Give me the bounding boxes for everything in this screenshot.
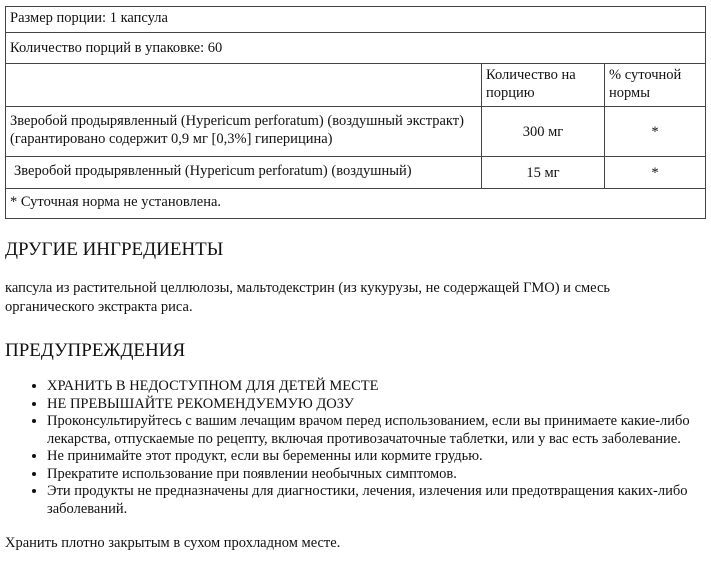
table-row (6, 157, 706, 189)
ingredient-name: Зверобой продырявленный (Hypericum perforatum) (воздушный) (6, 157, 482, 189)
supplement-facts-table (5, 6, 706, 219)
ingredient-daily-value: * (605, 157, 706, 189)
list-item: • ХРАНИТЬ В НЕДОСТУПНОМ ДЛЯ ДЕТЕЙ МЕСТЕ (47, 378, 706, 396)
ingredient-amount: 15 мг (482, 157, 605, 189)
ingredient-amount: 300 мг (482, 107, 605, 157)
ingredient-daily-value: * (605, 107, 706, 157)
header-daily-value: % суточной нормы (605, 64, 706, 107)
page-content (5, 6, 706, 553)
storage-note: Хранить плотно закрытым в сухом прохладном месте. (5, 535, 341, 551)
serving-size: Размер порции: 1 капсула (6, 7, 706, 33)
list-item: • Прекратите использование при появлении необычных симптомов. (47, 466, 706, 484)
header-empty-cell (6, 64, 482, 107)
table-header-row (6, 64, 706, 107)
table-row (6, 107, 706, 157)
footnote-row (6, 189, 706, 219)
header-amount: Количество на порцию (482, 64, 605, 107)
other-ingredients-heading: ДРУГИЕ ИНГРЕДИЕНТЫ (5, 239, 224, 260)
list-item: • НЕ ПРЕВЫШАЙТЕ РЕКОМЕНДУЕМУЮ ДОЗУ (47, 396, 706, 414)
warnings-list (5, 378, 706, 518)
servings-per-container-row (6, 33, 706, 64)
warnings-heading: ПРЕДУПРЕЖДЕНИЯ (5, 340, 186, 361)
list-item: • Проконсультируйтесь с вашим лечащим врачом перед использованием, если вы принимаете какие-либо лекарства, отпускаемые по рецепту, включая противозачаточные таблетки, или у вас есть заболевание. (47, 413, 706, 448)
table-footnote: * Суточная норма не установлена. (6, 189, 706, 219)
list-item: • Эти продукты не предназначены для диагностики, лечения, излечения или предотвращения каких-либо заболеваний. (47, 483, 706, 518)
servings-per-container: Количество порций в упаковке: 60 (6, 33, 706, 64)
other-ingredients-text: капсула из растительной целлюлозы, мальтодекстрин (из кукурузы, не содержащей ГМО) и смесь органического экстракта риса. (5, 280, 611, 315)
list-item: • Не принимайте этот продукт, если вы беременны или кормите грудью. (47, 448, 706, 466)
ingredient-name: Зверобой продырявленный (Hypericum perforatum) (воздушный экстракт) (гарантировано содержит 0,9 мг [0,3%] гиперицина) (6, 107, 482, 157)
serving-size-row (6, 7, 706, 33)
